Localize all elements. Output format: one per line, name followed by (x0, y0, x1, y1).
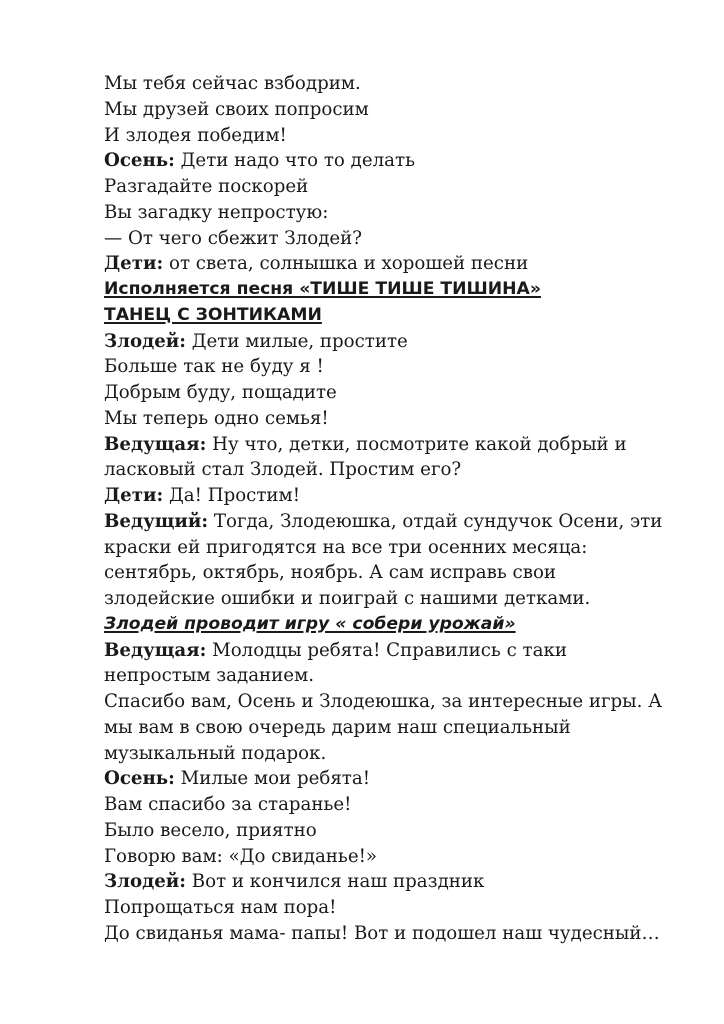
line-text: Разгадайте поскорей (104, 176, 309, 197)
text-line (104, 535, 704, 561)
speaker-name: Злодей: (104, 330, 186, 352)
dialogue-line (104, 148, 704, 174)
dialogue-line (104, 329, 704, 355)
line-text: краски ей пригодятся на все три осенних месяца: (104, 536, 588, 558)
speaker-name: Осень: (104, 768, 175, 790)
line-text: злодейские ошибки и поиграй с нашими детками. (104, 588, 591, 609)
speaker-name: Ведущая: (104, 433, 207, 455)
speaker-name: Ведущая: (104, 639, 207, 661)
dialogue-line (104, 483, 704, 509)
speaker-name: Дети: (104, 485, 164, 506)
line-text: И злодея победим! (104, 124, 287, 146)
line-text: Ну что, детки, посмотрите какой добрый и (206, 433, 627, 455)
text-line (104, 200, 704, 226)
speaker-name: Ведущий: (104, 510, 209, 532)
speaker-name: Злодей: (104, 871, 186, 893)
dialogue-line (104, 251, 704, 277)
line-text: Добрым буду, пощадите (104, 382, 337, 403)
text-line (104, 792, 704, 818)
line-text: Да! Простим! (163, 485, 300, 506)
line-text: сентябрь, октябрь, ноябрь. А сам исправь свои (104, 562, 557, 584)
line-text: Молодцы ребята! Справились с таки (206, 639, 567, 661)
section-heading: Исполняется песня «ТИШЕ ТИШЕ ТИШИНА» (104, 279, 541, 299)
text-line (104, 715, 704, 741)
line-text: Было весело, приятно (104, 819, 317, 841)
text-line (104, 123, 704, 149)
line-text: Попрощаться нам пора! (104, 897, 337, 918)
line-text: музыкальный подарок. (104, 742, 327, 764)
text-line (104, 895, 704, 921)
text-line (104, 380, 704, 406)
line-text: Мы теперь одно семья! (104, 407, 329, 429)
dialogue-line (104, 509, 704, 535)
text-line (104, 71, 704, 97)
line-text: непростым заданием. (104, 665, 314, 687)
text-line (104, 921, 704, 947)
line-text: Вот и кончился наш праздник (185, 871, 485, 893)
dialogue-line (104, 638, 704, 664)
text-line (104, 406, 704, 432)
text-line (104, 457, 704, 483)
line-text: — От чего сбежит Злодей? (104, 227, 363, 249)
text-line (104, 663, 704, 689)
line-text: Вы загадку непростую: (104, 201, 329, 223)
line-text: Дети милые, простите (185, 330, 408, 352)
dialogue-line (104, 766, 704, 792)
line-text: Мы друзей своих попросим (104, 98, 369, 120)
speaker-name: Дети: (104, 253, 164, 275)
script-text (104, 71, 704, 947)
text-line (104, 560, 704, 586)
text-line (104, 741, 704, 767)
line-text: Дети надо что то делать (174, 150, 415, 172)
line-text: До свиданья мама- папы! Вот и подошел наш чудесный… (104, 922, 660, 944)
line-text: Вам спасибо за старанье! (104, 794, 352, 815)
text-line (104, 354, 704, 380)
line-text: Тогда, Злодеюшка, отдай сундучок Осени, эти (208, 510, 663, 532)
line-text: мы вам в свою очередь дарим наш специальный (104, 716, 571, 738)
text-line (104, 689, 704, 715)
line-text: Милые мои ребята! (174, 768, 371, 790)
line-text: Мы тебя сейчас взбодрим. (104, 73, 361, 94)
line-text: Говорю вам: «До свиданье!» (104, 845, 378, 867)
section-heading: Злодей проводит игру « собери урожай» (104, 613, 516, 634)
line-text: Спасибо вам, Осень и Злодеюшка, за интересные игры. А (104, 691, 662, 712)
text-line (104, 97, 704, 123)
dialogue-line (104, 432, 704, 458)
text-line (104, 818, 704, 844)
dialogue-line (104, 869, 704, 895)
speaker-name: Осень: (104, 150, 175, 172)
section-heading: ТАНЕЦ С ЗОНТИКАМИ (104, 304, 322, 325)
text-line (104, 844, 704, 870)
line-text: ласковый стал Злодей. Простим его? (104, 459, 462, 481)
line-text: от света, солнышка и хорошей песни (163, 253, 529, 275)
text-line (104, 586, 704, 612)
text-line (104, 226, 704, 252)
line-text: Больше так не буду я ! (104, 356, 324, 378)
text-line (104, 174, 704, 200)
